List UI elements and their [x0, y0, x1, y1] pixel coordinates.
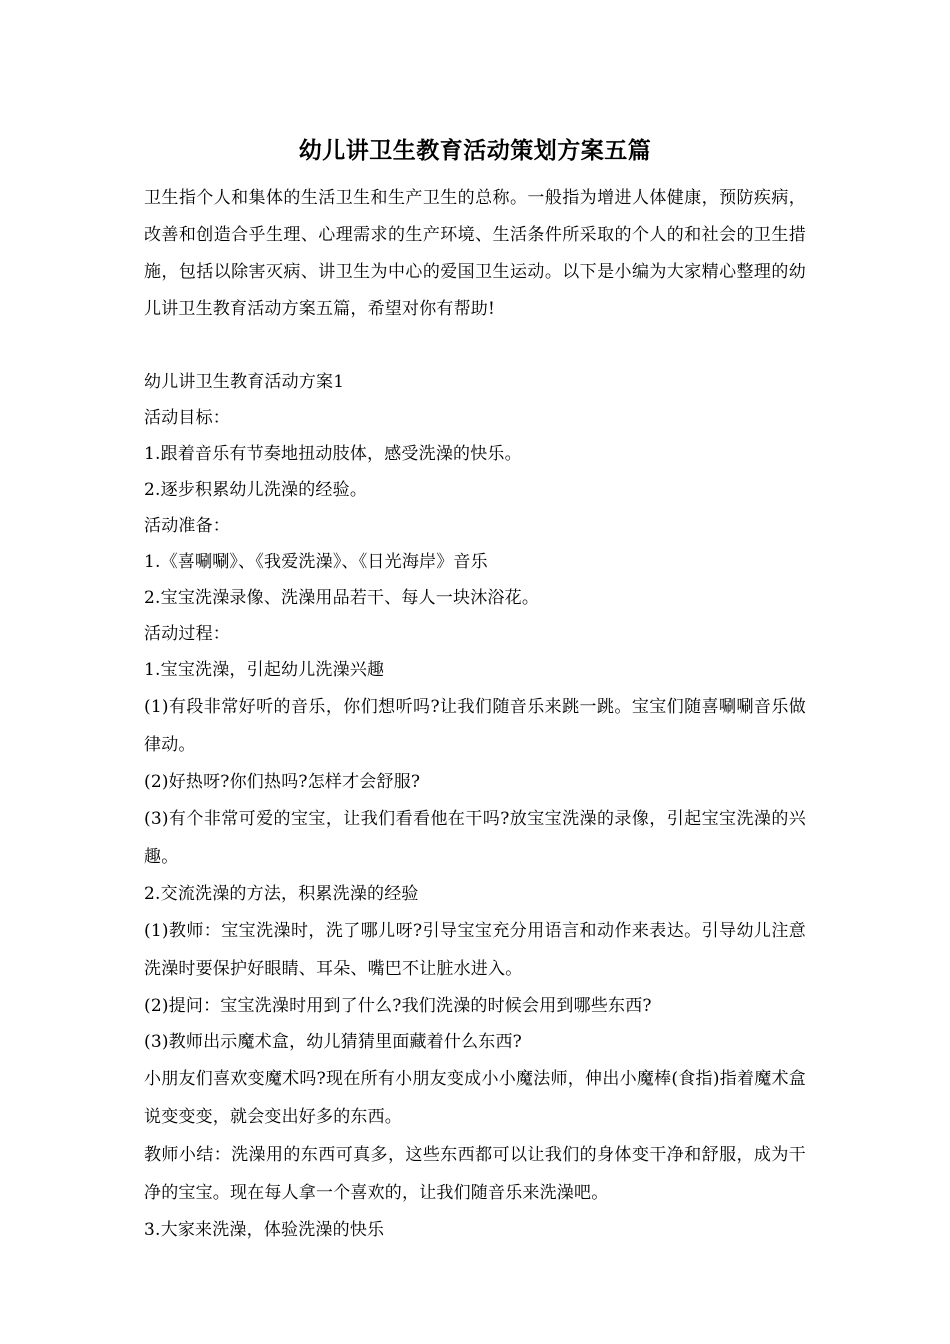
subheading-preparation: 活动准备：	[144, 516, 230, 536]
document-body	[144, 364, 806, 1248]
list-item: (3)有个非常可爱的宝宝，让我们看看他在干吗?放宝宝洗澡的录像，引起宝宝洗澡的兴趣。	[144, 809, 806, 867]
list-item: 1.跟着音乐有节奏地扭动肢体，感受洗澡的快乐。	[144, 444, 522, 464]
list-item: (1)有段非常好听的音乐，你们想听吗?让我们随音乐来跳一跳。宝宝们随喜唰唰音乐做律动。	[144, 697, 806, 755]
list-item: 1.宝宝洗澡，引起幼儿洗澡兴趣	[144, 660, 385, 680]
list-item: (2)好热呀?你们热吗?怎样才会舒服?	[144, 772, 421, 792]
list-item: 2.宝宝洗澡录像、洗澡用品若干、每人一块沐浴花。	[144, 588, 540, 608]
subheading-process: 活动过程：	[144, 624, 230, 644]
intro-paragraph	[144, 180, 806, 328]
list-item: (1)教师：宝宝洗澡时，洗了哪儿呀?引导宝宝充分用语言和动作来表达。引导幼儿注意洗澡时要保护好眼睛、耳朵、嘴巴不让脏水进入。	[144, 921, 806, 979]
list-item: (2)提问：宝宝洗澡时用到了什么?我们洗澡的时候会用到哪些东西?	[144, 996, 652, 1016]
subheading-goals: 活动目标：	[144, 408, 230, 428]
paragraph: 教师小结：洗澡用的东西可真多，这些东西都可以让我们的身体变干净和舒服，成为干净的宝宝。现在每人拿一个喜欢的，让我们随音乐来洗澡吧。	[144, 1145, 806, 1203]
document-title: 幼儿讲卫生教育活动策划方案五篇	[298, 137, 652, 164]
list-item: 2.交流洗澡的方法，积累洗澡的经验	[144, 884, 419, 904]
list-item: 2.逐步积累幼儿洗澡的经验。	[144, 480, 368, 500]
intro-text: 卫生指个人和集体的生活卫生和生产卫生的总称。一般指为增进人体健康，预防疾病，改善和创造合乎生理、心理需求的生产环境、生活条件所采取的个人的和社会的卫生措施，包括以除害灭病、讲卫生为中心的爱国卫生运动。以下是小编为大家精心整理的幼儿讲卫生教育活动方案五篇，希望对你有帮助!	[144, 188, 806, 319]
list-item: 3.大家来洗澡，体验洗澡的快乐	[144, 1220, 385, 1240]
list-item: 1.《喜唰唰》、《我爱洗澡》、《日光海岸》音乐	[144, 552, 488, 572]
section-heading: 幼儿讲卫生教育活动方案1	[144, 372, 345, 392]
list-item: (3)教师出示魔术盒，幼儿猜猜里面藏着什么东西?	[144, 1032, 522, 1052]
paragraph: 小朋友们喜欢变魔术吗?现在所有小朋友变成小小魔法师，伸出小魔棒(食指)指着魔术盒说变变变，就会变出好多的东西。	[144, 1069, 806, 1127]
